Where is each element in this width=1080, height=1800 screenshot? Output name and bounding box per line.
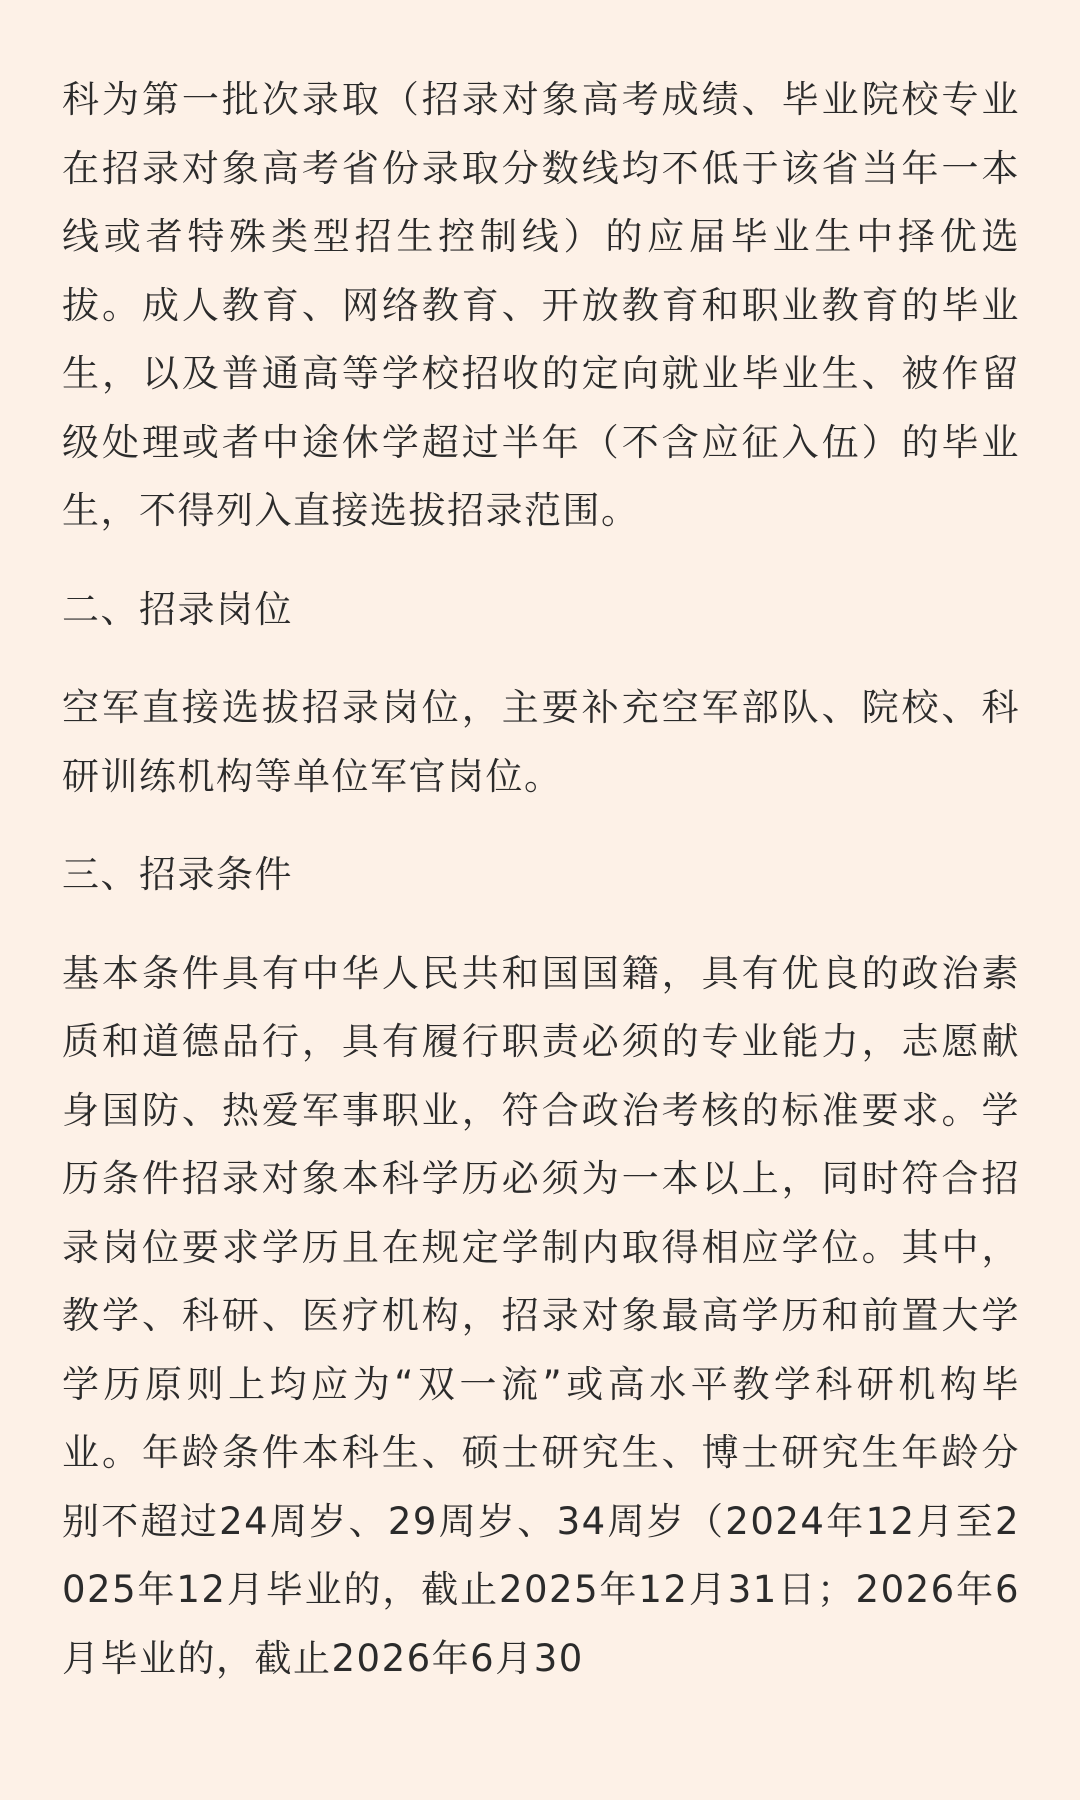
section-heading-positions: 二、招录岗位	[62, 587, 293, 631]
section-heading-conditions: 三、招录条件	[62, 853, 293, 896]
positions-paragraph: 空军直接选拔招录岗位，主要补充空军部队、院校、科研训练机构等单位军官岗位。	[62, 686, 1020, 798]
intro-paragraph: 科为第一批次录取（招录对象高考成绩、毕业院校专业在招录对象高考省份录取分数线均不低于该省当年一本线或者特殊类型招生控制线）的应届毕业生中择优选拔。成人教育、网络教育、开放教育和职业教育的毕业生，以及普通高等学校招收的定向就业毕业生、被作留级处理或者中途休学超过半年（不含应征入伍）的毕业生，不得列入直接选拔招录范围。	[62, 78, 1020, 532]
conditions-paragraph: 基本条件具有中华人民共和国国籍，具有优良的政治素质和道德品行，具有履行职责必须的专业能力，志愿献身国防、热爱军事职业，符合政治考核的标准要求。学历条件招录对象本科学历必须为一本以上，同时符合招录岗位要求学历且在规定学制内取得相应学位。其中，教学、科研、医疗机构，招录对象最高学历和前置大学学历原则上均应为“双一流”或高水平教学科研机构毕业。年龄条件本科生、硕士研究生、博士研究生年龄分别不超过24周岁、29周岁、34周岁（2024年12月至2025年12月毕业的，截止2025年12月31日；2026年6月毕业的，截止2026年6月30	[62, 951, 1020, 1680]
